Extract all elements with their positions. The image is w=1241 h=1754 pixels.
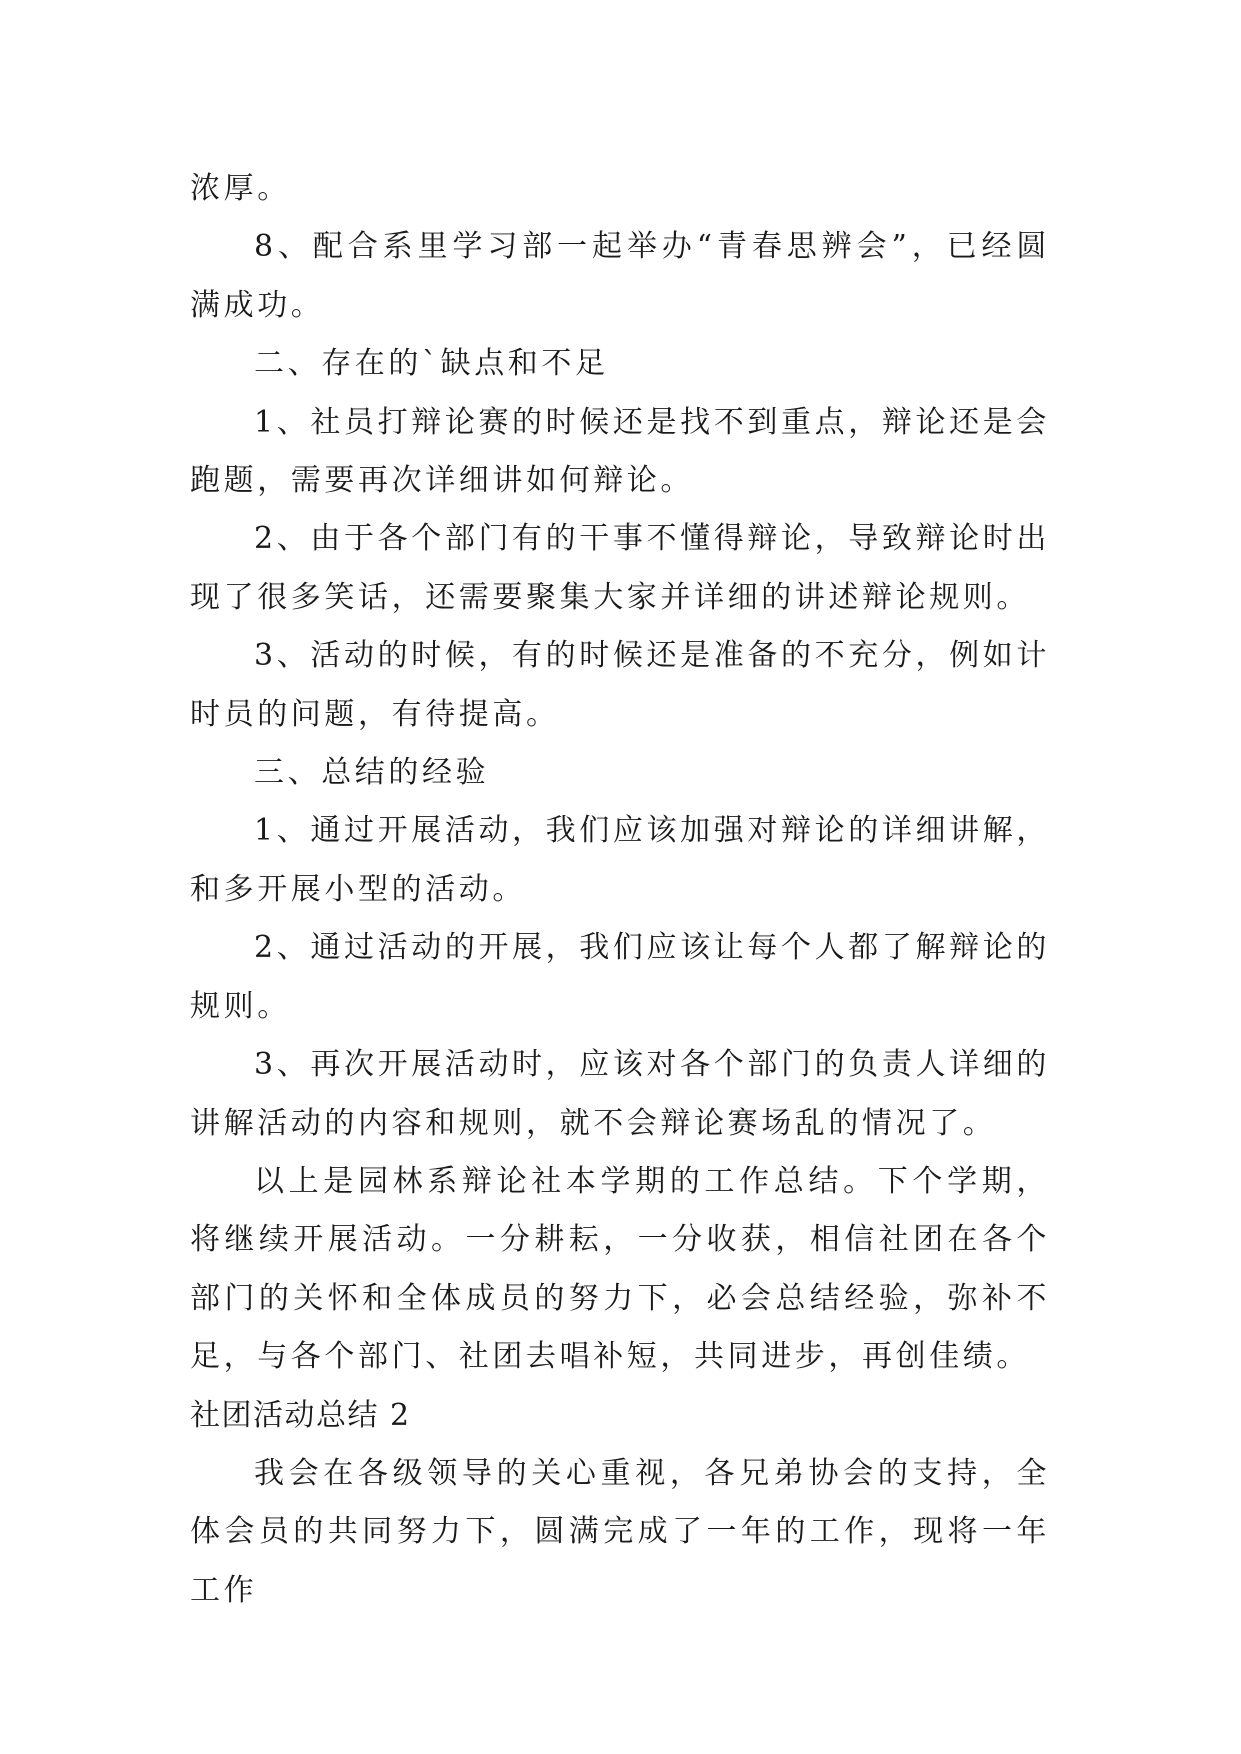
heading-experience: 三、总结的经验 xyxy=(254,755,490,791)
paragraph-experience-1: 1、通过开展活动，我们应该加强对辩论的详细讲解，和多开展小型的活动。 xyxy=(190,813,1050,907)
paragraph-item-8: 8、配合系里学习部一起举办“青春思辨会”，已经圆满成功。 xyxy=(190,229,1050,323)
paragraph-conclusion: 以上是园林系辩论社本学期的工作总结。下个学期，将继续开展活动。一分耕耘，一分收获，相信社团在各个部门的关怀和全体成员的努力下，必会总结经验，弥补不足，与各个部门、社团去唱补短，共同进步，再创佳绩。 xyxy=(190,1163,1050,1375)
paragraph-continuation: 浓厚。 xyxy=(190,171,291,206)
paragraph-shortcoming-1: 1、社员打辩论赛的时候还是找不到重点，辩论还是会跑题，需要再次详细讲如何辩论。 xyxy=(190,404,1050,499)
paragraph-intro-2: 我会在各级领导的关心重视，各兄弟协会的支持，全体会员的共同努力下，圆满完成了一年的工作，现将一年工作 xyxy=(190,1455,1050,1608)
section-title: 社团活动总结 2 xyxy=(190,1397,411,1433)
paragraph-experience-3: 3、再次开展活动时，应该对各个部门的负责人详细的讲解活动的内容和规则，就不会辩论赛场乱的情况了。 xyxy=(190,1047,1050,1141)
paragraph-shortcoming-2: 2、由于各个部门有的干事不懂得辩论，导致辩论时出现了很多笑话，还需要聚集大家并详细的讲述辩论规则。 xyxy=(190,521,1050,615)
paragraph-experience-2: 2、通过活动的开展，我们应该让每个人都了解辩论的规则。 xyxy=(190,930,1050,1024)
document-body xyxy=(190,160,1050,1620)
heading-shortcomings: 二、存在的`缺点和不足 xyxy=(254,346,609,382)
paragraph-shortcoming-3: 3、活动的时候，有的时候还是准备的不充分，例如计时员的问题，有待提高。 xyxy=(190,638,1050,732)
